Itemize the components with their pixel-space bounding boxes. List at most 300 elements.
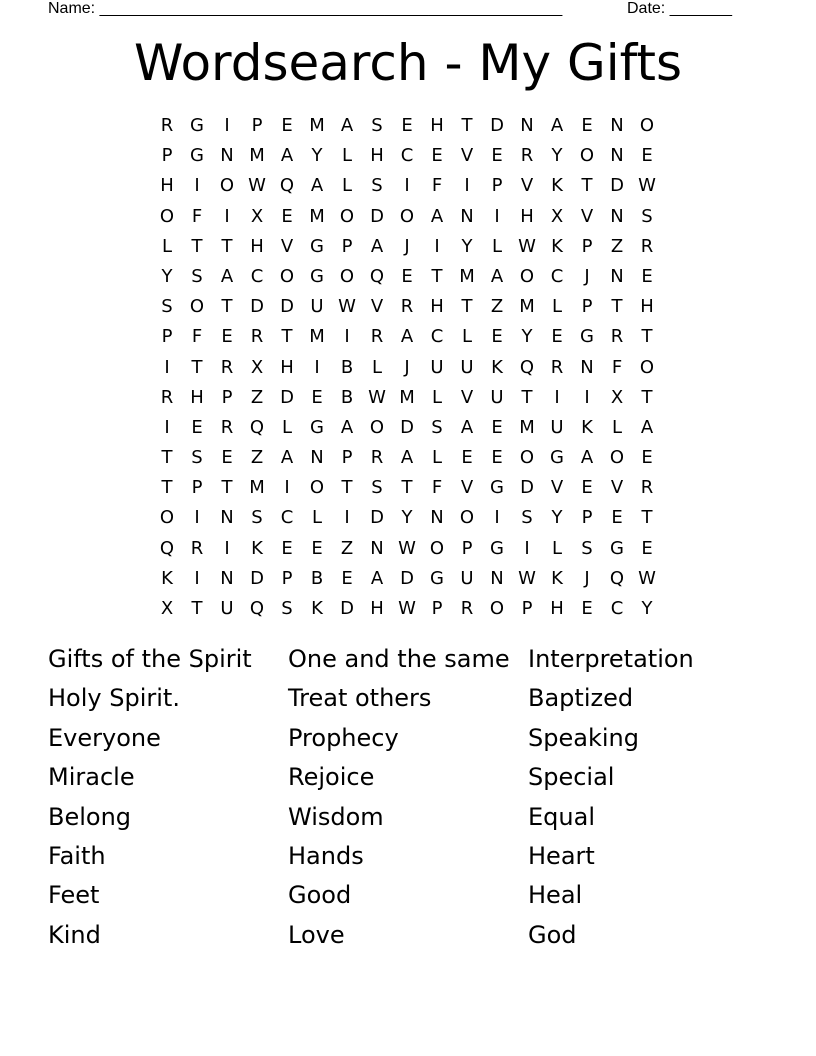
grid-letter: N — [490, 567, 504, 589]
grid-letter: T — [191, 356, 203, 378]
grid-letter: G — [610, 537, 624, 559]
grid-letter: T — [221, 296, 233, 318]
word-list-item: God — [528, 920, 577, 949]
grid-letter: O — [639, 356, 655, 378]
grid-letter: Y — [641, 598, 653, 619]
grid-letter: W — [338, 296, 356, 318]
grid-letter: L — [341, 145, 353, 167]
grid-row — [152, 262, 662, 292]
grid-letter: A — [460, 416, 474, 438]
grid-letter: P — [431, 598, 443, 619]
grid-letter: D — [280, 296, 294, 318]
header-line — [48, 0, 748, 20]
grid-letter: I — [344, 507, 350, 529]
grid-letter: T — [191, 235, 203, 257]
grid-letter: M — [249, 477, 265, 499]
word-list-item: Everyone — [48, 723, 161, 752]
grid-letter: L — [371, 356, 383, 378]
grid-letter: N — [610, 115, 624, 136]
grid-letter: Z — [340, 537, 354, 559]
grid-letter: W — [518, 567, 536, 589]
grid-letter: N — [610, 265, 624, 287]
grid-letter: D — [520, 477, 534, 499]
grid-letter: S — [251, 507, 263, 529]
grid-letter: J — [584, 265, 590, 287]
grid-letter: H — [550, 598, 564, 619]
grid-letter: R — [640, 235, 654, 257]
grid-letter: P — [521, 598, 533, 619]
grid-letter: T — [341, 477, 353, 499]
word-list-item: Hands — [288, 841, 364, 870]
grid-letter: R — [160, 115, 174, 136]
grid-letter: O — [579, 145, 595, 167]
grid-letter: R — [220, 416, 234, 438]
grid-letter: C — [550, 265, 564, 287]
grid-letter: T — [161, 447, 173, 469]
grid-letter: E — [401, 115, 413, 136]
grid-letter: M — [519, 296, 535, 318]
date-field: Date: _______ — [627, 0, 732, 17]
grid-letter: N — [370, 537, 384, 559]
grid-letter: B — [310, 567, 324, 589]
grid-letter: O — [159, 507, 175, 529]
grid-letter: E — [221, 447, 233, 469]
grid-letter: T — [221, 477, 233, 499]
grid-letter: E — [581, 598, 593, 619]
grid-letter: P — [461, 537, 473, 559]
name-field: Name: ____________________________________________________ — [48, 0, 563, 17]
grid-letter: A — [310, 175, 324, 197]
grid-letter: C — [250, 265, 264, 287]
grid-letter: R — [370, 447, 384, 469]
grid-letter: L — [461, 326, 473, 348]
grid-letter: J — [404, 356, 410, 378]
grid-letter: A — [490, 265, 504, 287]
grid-letter: T — [611, 296, 623, 318]
grid-letter: R — [250, 326, 264, 348]
grid-letter: O — [519, 265, 535, 287]
grid-letter: O — [429, 537, 445, 559]
grid-letter: W — [638, 567, 656, 589]
grid-letter: H — [430, 296, 444, 318]
grid-letter: T — [401, 477, 413, 499]
grid-letter: O — [369, 416, 385, 438]
grid-letter: F — [431, 477, 443, 499]
grid-letter: Y — [401, 507, 413, 529]
grid-letter: I — [494, 205, 500, 227]
grid-letter: E — [641, 537, 653, 559]
grid-row — [152, 534, 662, 564]
grid-letter: I — [194, 567, 200, 589]
grid-letter: S — [521, 507, 533, 529]
grid-letter: T — [281, 326, 293, 348]
grid-letter: N — [580, 356, 594, 378]
grid-letter: V — [280, 235, 294, 257]
grid-row — [152, 141, 662, 171]
grid-letter: K — [491, 356, 503, 378]
grid-letter: F — [611, 356, 623, 378]
word-list — [48, 640, 768, 955]
grid-letter: C — [430, 326, 444, 348]
grid-letter: G — [190, 115, 204, 136]
grid-letter: Z — [610, 235, 624, 257]
word-list-item: Wisdom — [288, 802, 384, 831]
grid-letter: U — [490, 386, 504, 408]
grid-letter: R — [460, 598, 474, 619]
grid-letter: S — [641, 205, 653, 227]
grid-letter: X — [250, 205, 264, 227]
grid-letter: I — [524, 537, 530, 559]
grid-letter: E — [641, 145, 653, 167]
grid-letter: O — [519, 447, 535, 469]
grid-letter: I — [464, 175, 470, 197]
grid-letter: Q — [369, 265, 385, 287]
grid-letter: A — [430, 205, 444, 227]
word-list-item: Rejoice — [288, 763, 375, 792]
grid-letter: A — [580, 447, 594, 469]
grid-letter: K — [251, 537, 263, 559]
grid-letter: R — [160, 386, 174, 408]
grid-letter: A — [280, 145, 294, 167]
grid-letter: E — [491, 416, 503, 438]
grid-letter: D — [250, 567, 264, 589]
grid-letter: O — [339, 265, 355, 287]
grid-letter: X — [550, 205, 564, 227]
grid-row — [152, 292, 662, 322]
grid-letter: U — [220, 598, 234, 619]
grid-letter: T — [431, 265, 443, 287]
grid-letter: P — [581, 507, 593, 529]
grid-letter: H — [520, 205, 534, 227]
grid-letter: L — [311, 507, 323, 529]
grid-letter: U — [460, 356, 474, 378]
grid-letter: Q — [609, 567, 625, 589]
grid-letter: O — [399, 205, 415, 227]
word-list-item: Feet — [48, 881, 100, 910]
grid-letter: H — [190, 386, 204, 408]
grid-letter: N — [220, 567, 234, 589]
grid-letter: E — [611, 507, 623, 529]
grid-row — [152, 383, 662, 413]
grid-letter: E — [431, 145, 443, 167]
grid-letter: A — [340, 115, 354, 136]
grid-letter: V — [460, 386, 474, 408]
grid-letter: P — [491, 175, 503, 197]
grid-letter: M — [249, 145, 265, 167]
word-list-item: Faith — [48, 841, 106, 870]
grid-letter: R — [520, 145, 534, 167]
grid-letter: U — [550, 416, 564, 438]
grid-letter: B — [340, 386, 354, 408]
word-list-item: One and the same — [288, 645, 510, 673]
grid-letter: E — [341, 567, 353, 589]
grid-letter: I — [434, 235, 440, 257]
grid-row — [152, 413, 662, 443]
grid-letter: L — [611, 416, 623, 438]
grid-letter: A — [340, 416, 354, 438]
grid-letter: S — [371, 477, 383, 499]
grid-letter: K — [551, 567, 563, 589]
grid-letter: G — [550, 447, 564, 469]
grid-letter: E — [641, 447, 653, 469]
grid-letter: D — [610, 175, 624, 197]
grid-letter: R — [400, 296, 414, 318]
grid-letter: G — [490, 537, 504, 559]
grid-letter: E — [491, 145, 503, 167]
word-list-item: Treat others — [288, 684, 432, 713]
grid-letter: W — [248, 175, 266, 197]
grid-letter: O — [639, 115, 655, 136]
grid-letter: U — [430, 356, 444, 378]
grid-letter: T — [521, 386, 533, 408]
grid-letter: P — [581, 296, 593, 318]
grid-letter: Z — [490, 296, 504, 318]
grid-letter: G — [580, 326, 594, 348]
grid-letter: C — [280, 507, 294, 529]
grid-letter: E — [551, 326, 563, 348]
grid-letter: T — [161, 477, 173, 499]
grid-letter: L — [341, 175, 353, 197]
grid-letter: N — [460, 205, 474, 227]
grid-row — [152, 473, 662, 503]
grid-letter: I — [194, 507, 200, 529]
word-list-item: Special — [528, 763, 615, 792]
grid-letter: A — [370, 567, 384, 589]
word-list-item: Speaking — [528, 723, 639, 752]
grid-letter: N — [310, 447, 324, 469]
grid-letter: F — [191, 326, 203, 348]
grid-letter: Y — [521, 326, 533, 348]
word-list-item: Miracle — [48, 763, 135, 792]
grid-letter: S — [581, 537, 593, 559]
grid-letter: L — [551, 537, 563, 559]
grid-letter: X — [250, 356, 264, 378]
letter-grid — [152, 111, 662, 624]
grid-letter: K — [551, 175, 563, 197]
grid-letter: A — [550, 115, 564, 136]
grid-row — [152, 322, 662, 352]
grid-letter: S — [161, 296, 173, 318]
grid-letter: I — [194, 175, 200, 197]
grid-letter: O — [489, 598, 505, 619]
grid-letter: D — [490, 115, 504, 136]
grid-letter: E — [281, 537, 293, 559]
grid-letter: A — [280, 447, 294, 469]
grid-letter: G — [190, 145, 204, 167]
grid-letter: K — [311, 598, 323, 619]
grid-letter: T — [641, 507, 653, 529]
grid-letter: Y — [551, 145, 563, 167]
grid-letter: H — [640, 296, 654, 318]
grid-row — [152, 232, 662, 262]
grid-letter: P — [581, 235, 593, 257]
grid-letter: M — [309, 115, 325, 136]
grid-letter: Z — [250, 386, 264, 408]
grid-letter: N — [520, 115, 534, 136]
grid-letter: I — [494, 507, 500, 529]
grid-letter: E — [491, 326, 503, 348]
grid-letter: K — [161, 567, 173, 589]
grid-letter: S — [371, 175, 383, 197]
grid-letter: E — [311, 386, 323, 408]
grid-letter: E — [581, 477, 593, 499]
grid-letter: A — [370, 235, 384, 257]
grid-row — [152, 202, 662, 232]
grid-letter: L — [551, 296, 563, 318]
grid-letter: O — [159, 205, 175, 227]
grid-letter: P — [161, 326, 173, 348]
grid-letter: R — [220, 356, 234, 378]
grid-letter: T — [641, 326, 653, 348]
grid-letter: E — [401, 265, 413, 287]
grid-letter: O — [279, 265, 295, 287]
grid-letter: J — [404, 235, 410, 257]
grid-letter: K — [551, 235, 563, 257]
grid-letter: V — [370, 296, 384, 318]
grid-letter: E — [311, 537, 323, 559]
grid-letter: Y — [461, 235, 473, 257]
grid-letter: S — [431, 416, 443, 438]
grid-letter: R — [640, 477, 654, 499]
grid-letter: Q — [519, 356, 535, 378]
grid-letter: G — [310, 265, 324, 287]
grid-letter: O — [219, 175, 235, 197]
grid-letter: C — [400, 145, 414, 167]
grid-letter: X — [160, 598, 174, 619]
grid-letter: V — [610, 477, 624, 499]
grid-letter: S — [371, 115, 383, 136]
word-list-item: Interpretation — [528, 645, 694, 673]
grid-letter: D — [400, 416, 414, 438]
grid-letter: E — [641, 265, 653, 287]
grid-letter: O — [459, 507, 475, 529]
grid-letter: B — [340, 356, 354, 378]
word-list-item: Prophecy — [288, 723, 399, 752]
grid-letter: H — [280, 356, 294, 378]
page-title: Wordsearch - My Gifts — [133, 34, 683, 92]
grid-letter: M — [309, 326, 325, 348]
grid-letter: P — [281, 567, 293, 589]
grid-letter: Y — [311, 145, 323, 167]
grid-letter: I — [224, 205, 230, 227]
grid-row — [152, 564, 662, 594]
grid-letter: A — [400, 326, 414, 348]
grid-letter: G — [490, 477, 504, 499]
grid-letter: S — [191, 447, 203, 469]
grid-letter: T — [581, 175, 593, 197]
grid-letter: I — [164, 356, 170, 378]
grid-letter: W — [368, 386, 386, 408]
grid-letter: I — [284, 477, 290, 499]
grid-letter: S — [191, 265, 203, 287]
grid-letter: D — [280, 386, 294, 408]
grid-letter: P — [221, 386, 233, 408]
grid-letter: J — [584, 567, 590, 589]
grid-letter: S — [281, 598, 293, 619]
grid-letter: I — [554, 386, 560, 408]
grid-letter: D — [340, 598, 354, 619]
grid-letter: D — [370, 507, 384, 529]
grid-letter: N — [220, 507, 234, 529]
grid-letter: G — [310, 416, 324, 438]
grid-letter: T — [461, 296, 473, 318]
grid-letter: E — [221, 326, 233, 348]
grid-letter: H — [250, 235, 264, 257]
grid-letter: Q — [279, 175, 295, 197]
grid-letter: E — [191, 416, 203, 438]
grid-row — [152, 594, 662, 624]
grid-letter: Q — [249, 416, 265, 438]
grid-letter: H — [370, 598, 384, 619]
grid-letter: V — [460, 477, 474, 499]
grid-letter: E — [281, 205, 293, 227]
grid-letter: F — [431, 175, 443, 197]
grid-letter: V — [580, 205, 594, 227]
word-list-item: Holy Spirit. — [48, 684, 180, 713]
grid-letter: O — [309, 477, 325, 499]
grid-letter: R — [550, 356, 564, 378]
grid-letter: T — [641, 386, 653, 408]
grid-letter: A — [400, 447, 414, 469]
grid-letter: A — [640, 416, 654, 438]
grid-letter: E — [281, 115, 293, 136]
grid-letter: E — [461, 447, 473, 469]
grid-letter: W — [518, 235, 536, 257]
grid-letter: N — [610, 205, 624, 227]
grid-letter: A — [220, 265, 234, 287]
grid-letter: P — [341, 235, 353, 257]
word-list-item: Baptized — [528, 684, 634, 713]
grid-letter: N — [430, 507, 444, 529]
grid-letter: Y — [161, 265, 173, 287]
grid-letter: T — [221, 235, 233, 257]
grid-letter: G — [310, 235, 324, 257]
grid-letter: P — [161, 145, 173, 167]
grid-letter: I — [224, 115, 230, 136]
grid-letter: F — [191, 205, 203, 227]
grid-letter: W — [398, 537, 416, 559]
grid-letter: L — [431, 447, 443, 469]
grid-letter: L — [491, 235, 503, 257]
grid-letter: P — [191, 477, 203, 499]
grid-row — [152, 503, 662, 533]
grid-letter: Q — [249, 598, 265, 619]
grid-letter: Z — [250, 447, 264, 469]
word-list-item: Belong — [48, 802, 132, 831]
grid-letter: V — [460, 145, 474, 167]
grid-letter: R — [610, 326, 624, 348]
grid-letter: W — [398, 598, 416, 619]
grid-letter: D — [370, 205, 384, 227]
grid-row — [152, 443, 662, 473]
grid-letter: I — [224, 537, 230, 559]
grid-letter: W — [638, 175, 656, 197]
grid-letter: M — [309, 205, 325, 227]
grid-letter: T — [461, 115, 473, 136]
grid-letter: R — [370, 326, 384, 348]
grid-letter: M — [459, 265, 475, 287]
grid-letter: G — [430, 567, 444, 589]
grid-letter: E — [581, 115, 593, 136]
grid-letter: O — [189, 296, 205, 318]
grid-letter: O — [339, 205, 355, 227]
grid-letter: K — [581, 416, 593, 438]
grid-letter: I — [314, 356, 320, 378]
word-list-item: Heart — [528, 841, 595, 870]
grid-row — [152, 111, 662, 141]
grid-letter: N — [610, 145, 624, 167]
grid-letter: H — [160, 175, 174, 197]
